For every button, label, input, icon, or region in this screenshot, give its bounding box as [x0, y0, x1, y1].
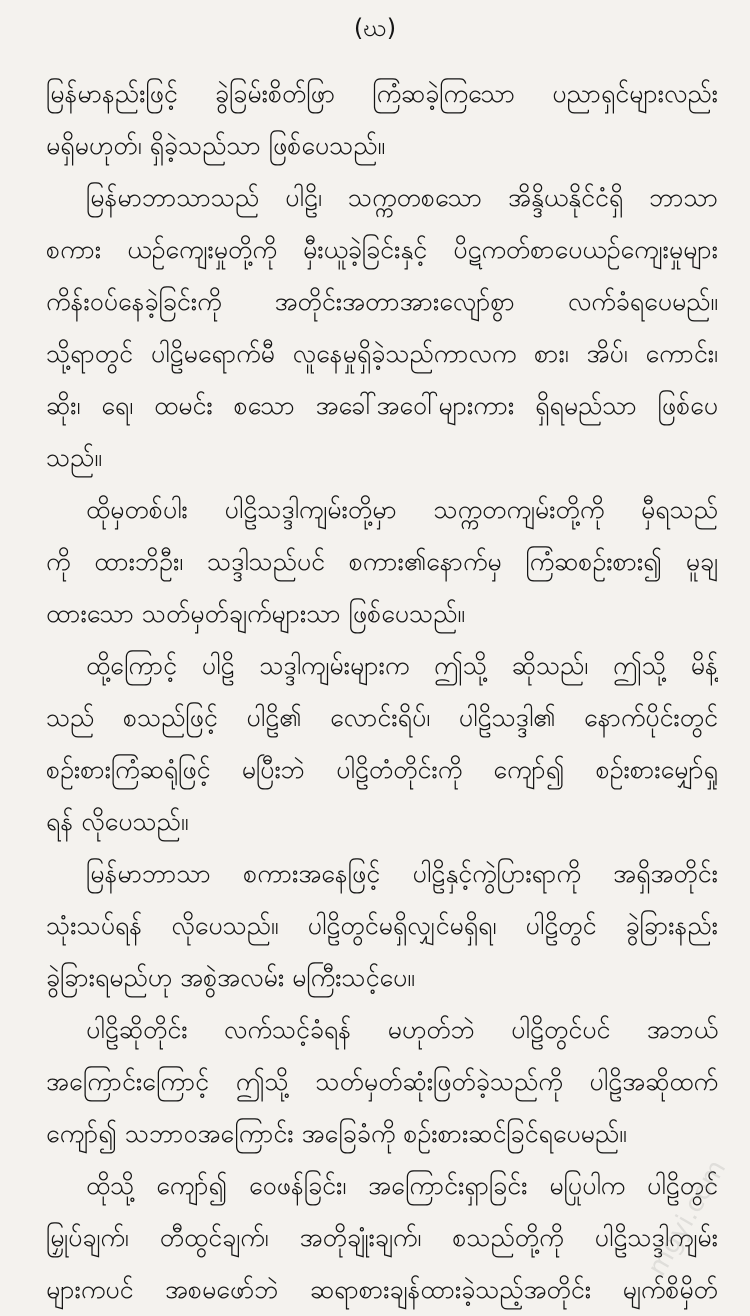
text-line: သို့ရာတွင် ပါဠိမရောက်မီ လူနေမှုရှိခဲ့သည်ကာလက စား၊ အိပ်၊ ကောင်း၊: [46, 339, 718, 368]
text-line: မြန်မာဘာသာသည် ပါဠိ၊ သက္ကတစသော အိန္ဒိယနိုင်ငံရှိ ဘာသာ: [86, 183, 718, 212]
body-text: [46, 68, 718, 1316]
text-line: ကို ထားဘိဦး၊ သဒ္ဒါသည်ပင် စကား၏နောက်မှ ကြံဆစဉ်းစား၍ မူချ: [46, 547, 718, 576]
text-line: ထိုမှတစ်ပါး ပါဠိသဒ္ဒါကျမ်းတို့မှာ သက္ကတကျမ်းတို့ကို မှီရသည်: [86, 495, 718, 524]
text-line: ပါဠိဆိုတိုင်း လက်သင့်ခံရန် မဟုတ်ဘဲ ပါဠိတွင်ပင် အဘယ်: [86, 1015, 718, 1044]
page-number: (ဃ): [353, 14, 397, 42]
text-line: ရန် လိုပေသည်။: [46, 807, 189, 836]
text-line: မြှုပ်ချက်၊ တီထွင်ချက်၊ အတိုချုံးချက်၊ စသည်တို့ကို ပါဠိသဒ္ဒါကျမ်း: [46, 1223, 718, 1252]
text-line: ထားသော သတ်မှတ်ချက်များသာ ဖြစ်ပေသည်။: [46, 599, 465, 628]
text-line: မြန်မာဘာသာ စကားအနေဖြင့် ပါဠိနှင့်ကွဲပြားရာကို အရှိအတိုင်း: [86, 859, 718, 888]
text-line: စကား ယဉ်ကျေးမှုတို့ကို မှီးယူခဲ့ခြင်းနှင့် ပိဋကတ်စာပေယဉ်ကျေးမှုများ: [46, 235, 718, 264]
text-line: သည် စသည်ဖြင့် ပါဠိ၏ လောင်းရိပ်၊ ပါဠိသဒ္ဒါ၏ နောက်ပိုင်းတွင်: [46, 703, 718, 732]
text-line: စဉ်းစားကြံဆရုံဖြင့် မပြီးဘဲ ပါဠိတံတိုင်းကို ကျော်၍ စဉ်းစားမျှော်ရှု: [46, 755, 718, 784]
text-line: မရှိမဟုတ်၊ ရှိခဲ့သည်သာ ဖြစ်ပေသည်။: [46, 131, 386, 160]
text-line: အကြောင်းကြောင့် ဤသို့ သတ်မှတ်ဆုံးဖြတ်ခဲ့သည်ကို ပါဠိအဆိုထက်: [46, 1067, 718, 1096]
text-line: ကျော်၍ သဘာဝအကြောင်း အခြေခံကို စဉ်းစားဆင်ခြင်ရပေမည်။: [46, 1119, 627, 1148]
text-line: ဆိုး၊ ရေ၊ ထမင်း စသော အခေါ်အဝေါ်များကား ရှိရမည်သာ ဖြစ်ပေ: [46, 391, 718, 420]
text-line: ခွဲခြားရမည်ဟု အစွဲအလမ်း မကြီးသင့်ပေ။: [46, 963, 415, 992]
text-line: သည်။: [46, 443, 102, 472]
text-line: များကပင် အစမဖော်ဘဲ ဆရာစားချန်ထားခဲ့သည့်အတိုင်း မျက်စိမှိတ်: [46, 1275, 718, 1304]
text-line: ထိုသို့ ကျော်၍ ဝေဖန်ခြင်း၊ အကြောင်းရှာခြင်း မပြုပါက ပါဠိတွင်: [86, 1171, 718, 1200]
text-line: ထို့ကြောင့် ပါဠိ သဒ္ဒါကျမ်းများက ဤသို့ ဆိုသည်၊ ဤသို့ မိန့်: [86, 651, 718, 680]
text-line: မြန်မာနည်းဖြင့် ခွဲခြမ်းစိတ်ဖြာ ကြံဆခဲ့ကြသော ပညာရှင်များလည်း: [46, 79, 718, 108]
watermark: mgyi.com: [641, 1155, 732, 1282]
text-line: ကိန်းဝပ်နေခဲ့ခြင်းကို အတိုင်းအတာအားလျော်စွာ လက်ခံရပေမည်။: [46, 287, 718, 316]
text-line: သုံးသပ်ရန် လိုပေသည်။ ပါဠိတွင်မရှိလျှင်မရှိရ၊ ပါဠိတွင် ခွဲခြားနည်း: [46, 911, 718, 940]
